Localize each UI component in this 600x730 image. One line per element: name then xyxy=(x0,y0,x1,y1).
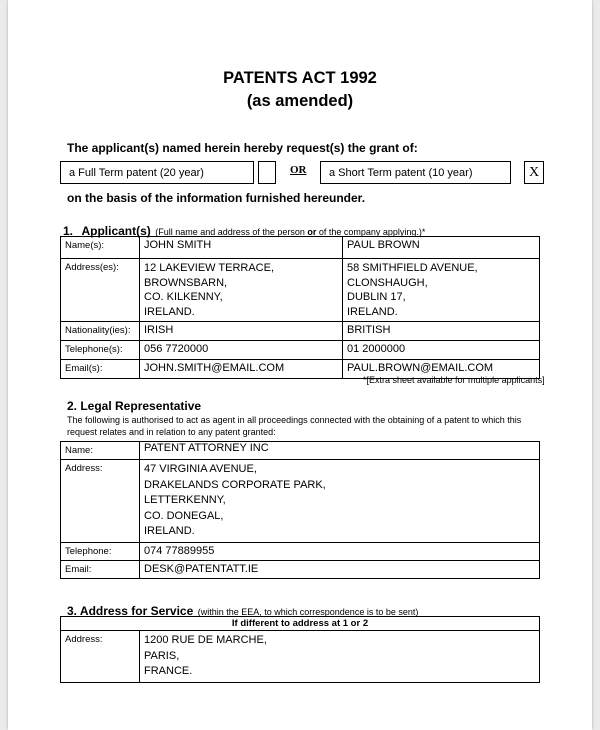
table-row xyxy=(61,442,540,460)
email-label: Email(s): xyxy=(61,360,140,379)
table-row xyxy=(61,460,540,543)
name-label: Name(s): xyxy=(61,237,140,259)
address-line: 58 SMITHFIELD AVENUE, xyxy=(347,262,478,274)
rep-email-label: Email: xyxy=(61,560,140,578)
address-line: BROWNSBARN, xyxy=(144,276,228,289)
applicant2-nationality[interactable]: BRITISH xyxy=(343,322,540,341)
address-line: 47 VIRGINIA AVENUE, xyxy=(144,463,257,475)
address-line: 1200 RUE DE MARCHE, xyxy=(144,634,267,646)
applicant2-address[interactable] xyxy=(343,259,540,322)
table-row xyxy=(61,341,540,360)
table-row xyxy=(61,322,540,341)
section1-note-pre: (Full name and address of the person xyxy=(155,227,308,237)
request-heading: The applicant(s) named herein hereby request(s) the grant of: xyxy=(67,141,418,155)
section2-title: 2. Legal Representative xyxy=(67,399,202,413)
short-term-option xyxy=(320,161,511,184)
section3-title: 3. Address for Service xyxy=(67,604,194,618)
service-address-label: Address: xyxy=(61,631,140,683)
rep-address-label: Address: xyxy=(61,460,140,543)
service-address[interactable] xyxy=(140,631,540,683)
service-header: If different to address at 1 or 2 xyxy=(61,617,540,631)
address-line: CO. DONEGAL, xyxy=(144,509,224,522)
address-line: IRELAND. xyxy=(144,525,195,537)
applicant2-telephone[interactable]: 01 2000000 xyxy=(343,341,540,360)
table-row xyxy=(61,259,540,322)
short-term-label: a Short Term patent (10 year) xyxy=(329,167,473,179)
applicant1-address[interactable] xyxy=(140,259,343,322)
table-row xyxy=(61,237,540,259)
address-line: DRAKELANDS CORPORATE PARK, xyxy=(144,478,326,491)
applicant1-email[interactable]: JOHN.SMITH@EMAIL.COM xyxy=(140,360,343,379)
table-row xyxy=(61,542,540,560)
table-row xyxy=(61,631,540,683)
section1-note-or: or xyxy=(307,227,317,237)
address-line: IRELAND. xyxy=(347,305,398,318)
short-term-checkbox[interactable]: X xyxy=(524,161,544,184)
address-line: CLONSHAUGH, xyxy=(347,276,428,289)
rep-email[interactable]: DESK@PATENTATT.IE xyxy=(140,560,540,578)
address-line: LETTERKENNY, xyxy=(144,494,226,506)
legal-representative-table xyxy=(60,441,540,579)
or-label: OR xyxy=(290,164,307,176)
extra-sheet-footnote: *[Extra sheet available for multiple applicants] xyxy=(363,375,545,385)
nationality-label: Nationality(ies): xyxy=(61,322,140,341)
applicant1-telephone[interactable]: 056 7720000 xyxy=(140,341,343,360)
document-page xyxy=(8,0,592,730)
table-row xyxy=(61,617,540,631)
table-row xyxy=(61,560,540,578)
full-term-label: a Full Term patent (20 year) xyxy=(69,167,204,179)
applicants-table xyxy=(60,236,540,379)
rep-name-label: Name: xyxy=(61,442,140,460)
basis-statement: on the basis of the information furnished hereunder. xyxy=(67,191,366,205)
address-line: IRELAND. xyxy=(144,305,195,318)
address-line: DUBLIN 17, xyxy=(347,291,406,303)
address-for-service-table xyxy=(60,616,540,683)
section3-note: (within the EEA, to which correspondence is to be sent) xyxy=(197,607,419,617)
section2-desc-line1: The following is authorised to act as agent in all proceedings connected with the obtaining of a patent to which this xyxy=(67,415,522,425)
page-subtitle: (as amended) xyxy=(246,92,354,110)
applicant1-name[interactable]: JOHN SMITH xyxy=(140,237,343,259)
address-line: PARIS, xyxy=(144,649,180,662)
section1-number: 1. xyxy=(63,224,74,238)
page-title: PATENTS ACT 1992 xyxy=(223,69,377,87)
address-label: Address(es): xyxy=(61,259,140,322)
rep-telephone-label: Telephone: xyxy=(61,542,140,560)
address-line: CO. KILKENNY, xyxy=(144,291,223,303)
address-line: FRANCE. xyxy=(144,665,193,677)
rep-address[interactable] xyxy=(140,460,540,543)
rep-name[interactable]: PATENT ATTORNEY INC xyxy=(140,442,540,460)
section2-desc-line2: request relates and in relation to any patent granted: xyxy=(67,427,276,437)
applicant2-name[interactable]: PAUL BROWN xyxy=(343,237,540,259)
section1-title: Applicant(s) xyxy=(81,224,151,238)
full-term-option xyxy=(60,161,254,184)
telephone-label: Telephone(s): xyxy=(61,341,140,360)
applicant1-nationality[interactable]: IRISH xyxy=(140,322,343,341)
full-term-checkbox[interactable] xyxy=(258,161,276,184)
rep-telephone[interactable]: 074 77889955 xyxy=(140,542,540,560)
applicant2-email[interactable]: PAUL.BROWN@EMAIL.COM xyxy=(343,360,540,379)
section1-note-post: of the company applying.)* xyxy=(316,227,426,237)
address-line: 12 LAKEVIEW TERRACE, xyxy=(144,262,275,274)
